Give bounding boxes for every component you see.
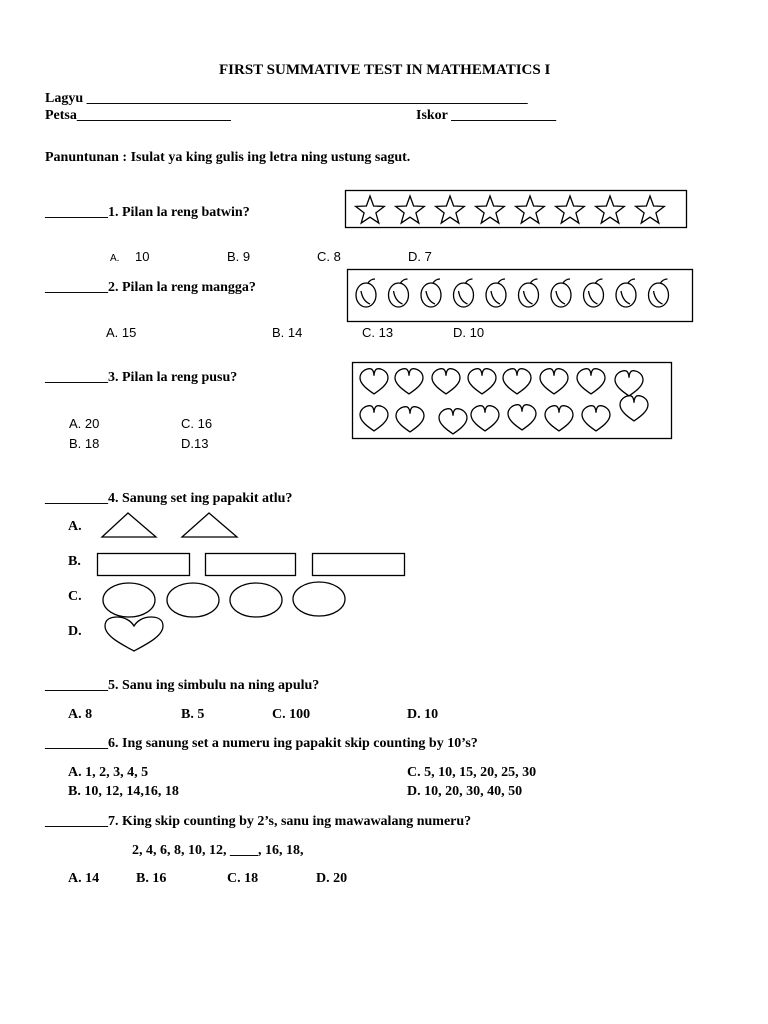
heart-icon (360, 406, 388, 431)
star-icon (596, 196, 625, 223)
heart-icon (395, 369, 423, 394)
heart-icon (468, 369, 496, 394)
rectangle-shape (98, 554, 190, 576)
mango-icon (454, 279, 474, 307)
question-3-prompt: _________3. Pilan la reng pusu? (45, 370, 238, 385)
heart-icon (508, 405, 536, 430)
q3-choice-c: C. 16 (181, 416, 213, 431)
star-icon (436, 196, 465, 223)
q7-sequence: 2, 4, 6, 8, 10, 12, ____, 16, 18, (132, 843, 304, 858)
mango-icon (519, 279, 539, 307)
q6-choice-b: B. 10, 12, 14,16, 18 (68, 784, 179, 799)
heart-icon (471, 406, 499, 431)
triangle-shape (182, 513, 237, 537)
q3-choice-d: D.13 (181, 436, 209, 451)
star-icon (636, 196, 665, 223)
name-field[interactable]: Lagyu _______________________________________________________________ (45, 91, 528, 106)
question-4-prompt: _________4. Sanung set ing papakit atlu? (45, 491, 293, 506)
question-2-prompt: _________2. Pilan la reng mangga? (45, 280, 256, 295)
stars-picture-box (345, 190, 687, 228)
mango-icon (616, 279, 636, 307)
q3-choice-b: B. 18 (69, 436, 100, 451)
star-icon (516, 196, 545, 223)
q3-choice-a: A. 20 (69, 416, 100, 431)
q2-choice-c: C. 13 (362, 325, 394, 340)
star-icon (556, 196, 585, 223)
heart-icon (577, 369, 605, 394)
heart-icon (503, 369, 531, 394)
q7-choice-c: C. 18 (227, 871, 259, 886)
q1-choice-c: C. 8 (317, 249, 341, 264)
heart-icon (540, 369, 568, 394)
mango-icon (551, 279, 571, 307)
q6-choice-c: C. 5, 10, 15, 20, 25, 30 (407, 765, 537, 780)
rectangle-shape (206, 554, 296, 576)
rectangle-shape (313, 554, 405, 576)
heart-icon (582, 406, 610, 431)
q2-choice-a: A. 15 (106, 325, 137, 340)
heart-icon (360, 369, 388, 394)
heart-icon (432, 369, 460, 394)
q4-option-b-letter: B. (68, 554, 81, 569)
q4-option-a-triangles (100, 510, 240, 540)
mango-icon (421, 279, 441, 307)
mango-icon (486, 279, 506, 307)
q5-choice-a: A. 8 (68, 707, 93, 722)
triangle-shape (102, 513, 156, 537)
oval-shape (230, 583, 282, 617)
mango-icon (649, 279, 669, 307)
q1-choice-d: D. 7 (408, 249, 432, 264)
star-icon (396, 196, 425, 223)
question-6-prompt: _________6. Ing sanung set a numeru ing papakit skip counting by 10’s? (45, 736, 478, 751)
question-1-prompt: _________1. Pilan la reng batwin? (45, 205, 250, 220)
q6-choice-a: A. 1, 2, 3, 4, 5 (68, 765, 149, 780)
heart-icon (615, 371, 643, 396)
heart-shape (105, 617, 163, 651)
q4-option-c-ovals (101, 581, 351, 619)
mango-icon (356, 279, 376, 307)
heart-icon (439, 409, 467, 434)
oval-shape (167, 583, 219, 617)
q2-choice-d: D. 10 (453, 325, 485, 340)
q5-choice-c: C. 100 (272, 707, 311, 722)
q1-choice-a-value: 10 (135, 249, 150, 264)
date-field[interactable]: Petsa______________________ (45, 108, 231, 123)
mango-icon (389, 279, 409, 307)
star-icon (476, 196, 505, 223)
q2-choice-b: B. 14 (272, 325, 303, 340)
mangoes-picture-box (347, 269, 693, 322)
star-icon (356, 196, 385, 223)
q5-choice-d: D. 10 (407, 707, 439, 722)
q1-choice-b: B. 9 (227, 249, 251, 264)
heart-icon (545, 406, 573, 431)
oval-shape (103, 583, 155, 617)
q4-option-c-letter: C. (68, 589, 82, 604)
hearts-picture-box (352, 362, 672, 439)
q7-choice-b: B. 16 (136, 871, 167, 886)
oval-shape (293, 582, 345, 616)
q4-option-a-letter: A. (68, 519, 82, 534)
q7-choice-d: D. 20 (316, 871, 348, 886)
heart-icon (620, 396, 648, 421)
question-7-prompt: _________7. King skip counting by 2’s, sanu ing mawawalang numeru? (45, 814, 472, 829)
question-5-prompt: _________5. Sanu ing simbulu na ning apulu? (45, 678, 320, 693)
page-title: FIRST SUMMATIVE TEST IN MATHEMATICS I (219, 62, 551, 78)
q4-option-d-heart (103, 616, 165, 654)
q1-choice-a-letter: A. (110, 253, 120, 264)
q6-choice-d: D. 10, 20, 30, 40, 50 (407, 784, 523, 799)
q4-option-b-rectangles (96, 552, 408, 579)
heart-icon (396, 407, 424, 432)
mango-icon (584, 279, 604, 307)
instructions: Panuntunan : Isulat ya king gulis ing letra ning ustung sagut. (45, 150, 411, 165)
q4-option-d-letter: D. (68, 624, 82, 639)
score-field[interactable]: Iskor _______________ (416, 108, 557, 123)
q7-choice-a: A. 14 (68, 871, 100, 886)
q5-choice-b: B. 5 (181, 707, 205, 722)
